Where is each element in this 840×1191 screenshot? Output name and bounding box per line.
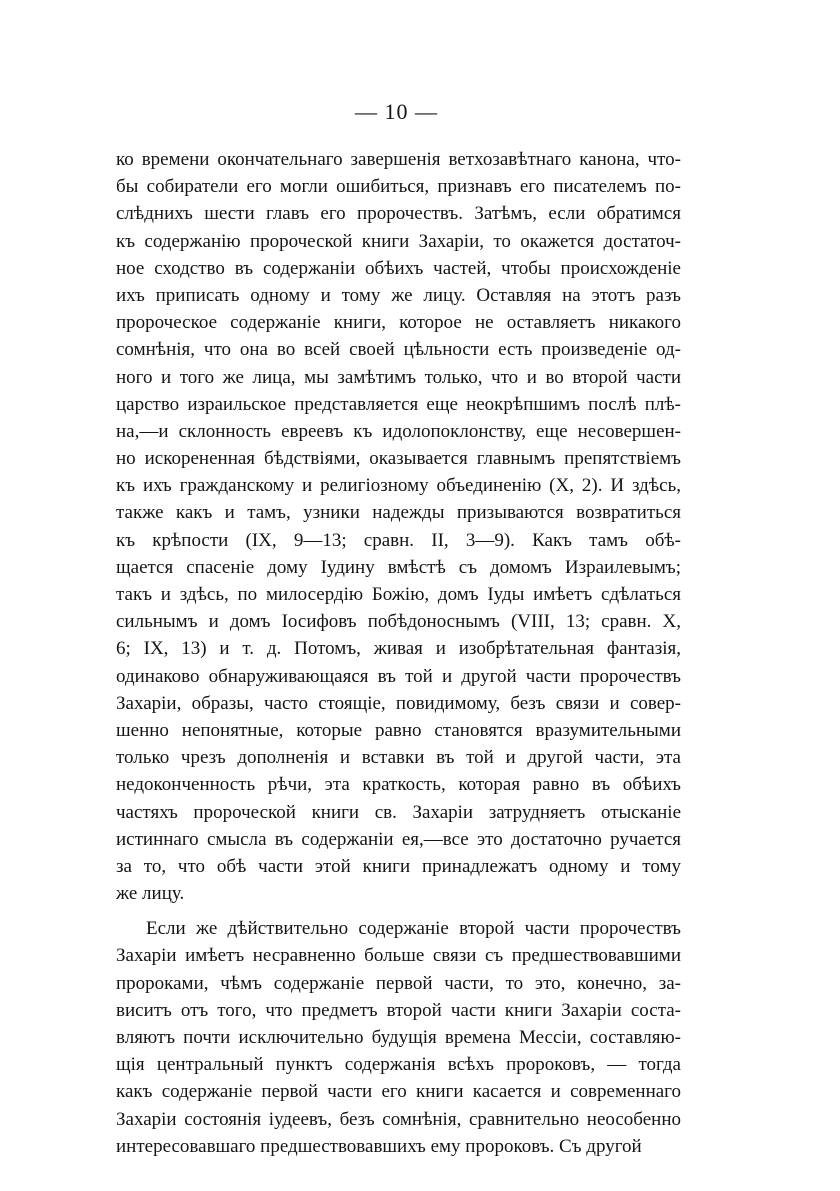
- text-line: ное сходство въ содержаніи обѣихъ частей, чтобы происхожденіе: [116, 257, 681, 279]
- text-line: ихъ приписать одному и тому же лицу. Оставляя на этотъ разъ: [116, 284, 681, 306]
- text-line: пророками, чѣмъ содержаніе первой части, то это, конечно, за-: [116, 972, 681, 994]
- text-line: виситъ отъ того, что предметъ второй части книги Захаріи соста-: [116, 999, 681, 1021]
- text-line: къ ихъ гражданскому и религіозному объединенію (X, 2). И здѣсь,: [116, 475, 681, 497]
- text-line: истиннаго смысла въ содержаніи ея,—все это достаточно ручается: [116, 828, 681, 850]
- text-line: бы собиратели его могли ошибиться, признавъ его писателемъ по-: [116, 176, 681, 198]
- text-line: на,—и склонность евреевъ къ идолопоклонству, еще несовершен-: [116, 420, 681, 442]
- text-line: шенно непонятные, которые равно становятся вразумительными: [116, 719, 681, 741]
- text-line: сильнымъ и домъ Іосифовъ побѣдоноснымъ (VIII, 13; сравн. X,: [116, 611, 681, 633]
- text-line: но искорененная бѣдствіями, оказывается главнымъ препятствіемъ: [116, 448, 681, 470]
- text-line: такъ и здѣсь, по милосердію Божію, домъ Іуды имѣетъ сдѣлаться: [116, 584, 681, 605]
- page-number: — 10 —: [355, 99, 438, 124]
- text-line: одинаково обнаруживающаяся въ той и другой части пророчествъ: [116, 665, 681, 687]
- paragraph: [116, 915, 681, 1160]
- text-line: пророческое содержаніе книги, которое не оставляетъ никакого: [116, 312, 681, 334]
- body-text: [116, 146, 681, 1160]
- text-line: сомнѣнія, что она во всей своей цѣльности есть произведеніе од-: [116, 339, 681, 361]
- text-line: также какъ и тамъ, узники надежды призываются возвратиться: [116, 502, 681, 524]
- text-line: царство израильское представляется еще неокрѣпшимъ послѣ плѣ-: [116, 393, 681, 415]
- paragraph: [116, 146, 681, 907]
- text-line: 6; IX, 13) и т. д. Потомъ, живая и изобрѣтательная фантазія,: [116, 638, 681, 660]
- text-line: Если же дѣйствительно содержаніе второй части пророчествъ: [146, 918, 681, 940]
- text-line: щается спасеніе дому Іудину вмѣстѣ съ домомъ Израилевымъ;: [116, 556, 681, 578]
- text-line: щія центральный пунктъ содержанія всѣхъ пророковъ, — тогда: [116, 1054, 681, 1076]
- text-line: къ крѣпости (IX, 9—13; сравн. II, 3—9). Какъ тамъ обѣ-: [116, 529, 681, 551]
- text-line: къ содержанію пророческой книги Захаріи, то окажется достаточ-: [116, 230, 681, 252]
- text-line: недоконченность рѣчи, эта краткость, которая равно въ обѣихъ: [116, 774, 681, 796]
- text-line: Захаріи имѣетъ несравненно больше связи съ предшествовавшими: [116, 945, 681, 967]
- text-line: интересовавшаго предшествовавшихъ ему пророковъ. Съ другой: [116, 1135, 642, 1157]
- text-line: за то, что обѣ части этой книги принадлежатъ одному и тому: [116, 855, 681, 877]
- text-line: слѣднихъ шести главъ его пророчествъ. Затѣмъ, если обратимся: [116, 203, 681, 225]
- text-line: ко времени окончательнаго завершенія ветхозавѣтнаго канона, что-: [116, 149, 681, 170]
- text-line: ного и того же лица, мы замѣтимъ только, что и во второй части: [116, 366, 681, 388]
- text-line: же лицу.: [116, 883, 185, 905]
- paragraph-gap: [116, 907, 681, 915]
- text-line: Захаріи состоянія іудеевъ, безъ сомнѣнія, сравнительно неособенно: [116, 1108, 681, 1130]
- text-line: Захаріи, образы, часто стоящіе, повидимому, безъ связи и совер-: [116, 692, 681, 714]
- text-line: вляютъ почти исключительно будущія времена Мессіи, составляю-: [116, 1027, 681, 1048]
- text-line: какъ содержаніе первой части его книги касается и современнаго: [116, 1081, 681, 1103]
- text-line: только чрезъ дополненія и вставки въ той и другой части, эта: [116, 747, 681, 769]
- text-line: частяхъ пророческой книги св. Захаріи затрудняетъ отысканіе: [116, 801, 681, 823]
